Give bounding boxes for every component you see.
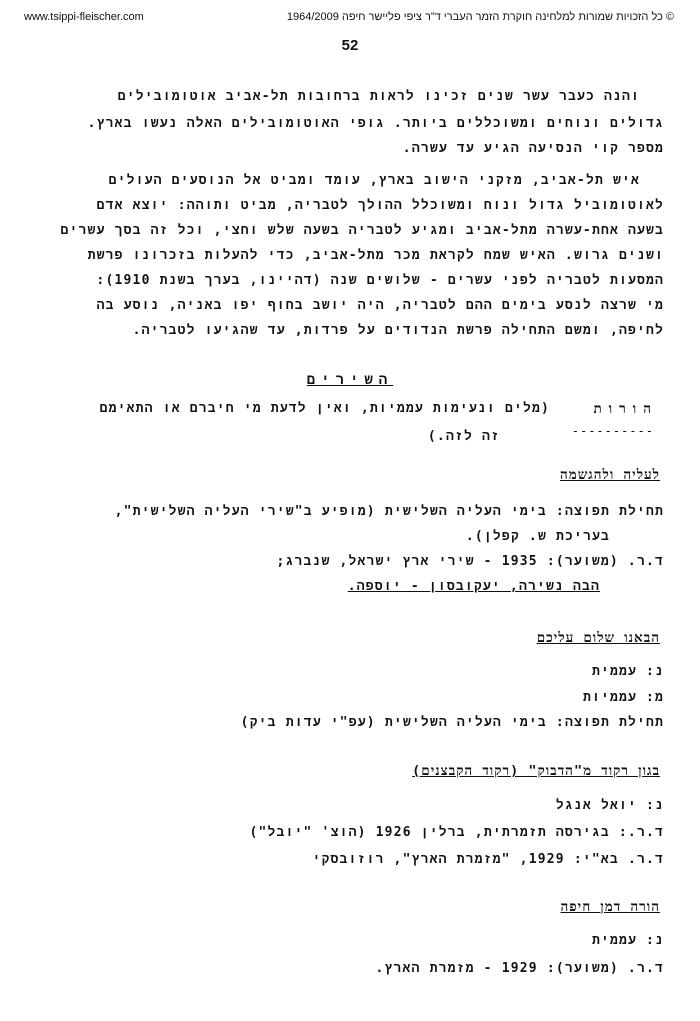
song-detail: נ: יואל אנגל [555, 798, 664, 813]
song-detail: ד.ר. בא"י: 1929, "מזמרת הארץ", רוזובסקי [312, 852, 664, 867]
song-detail: מ: עממיות [582, 690, 664, 705]
story-line: איש תל-אביב, מזקני הישוב בארץ, עומד ומביט אל הנוסעים העולים [108, 173, 640, 188]
song-detail: תחילת תפוצה: בימי העליה השלישית (עפ"י עדות ביק) [240, 715, 664, 730]
song-title-lealiyah: לעליה ולהגשמה [559, 467, 660, 483]
copyright-notice: © כל הזכויות שמורות למלחינה חוקרת הזמר העברי ד"ר ציפי פליישר חיפה 1964/2009 [286, 11, 674, 23]
story-line: לאוטומוביל גדול ונוח ומשוכלל ההולך לטבריה, מביט ותוהה: יוצא אדם [96, 198, 664, 213]
horot-note-cont: זה לזה.) [427, 429, 500, 444]
song-detail: תחילת תפוצה: בימי העליה השלישית (מופיע ב"שירי העליה השלישית", [114, 504, 664, 519]
song-title-hevenu-shalom: הבאנו שלום עליכם [536, 630, 660, 646]
horot-label: הורות [593, 401, 658, 417]
song-detail: ד.ר.: בגירסה תזמרתית, ברלין 1926 (הוצ' "יובל") [249, 825, 664, 840]
song-title-hora-haifa: הורה דמן חיפה [560, 899, 660, 915]
story-line: מי שרצה לנסע בימים ההם לטבריה, היה יושב בחוף יפו באניה, נוסע בה [96, 298, 664, 313]
intro-line: גדולים ונוחים ומשוכללים ביותר. גופי האוטומובילים האלה נעשו בארץ. [87, 116, 664, 131]
intro-line: מספר קוי הנסיעה הגיע עד עשרה. [402, 141, 664, 156]
song-detail: ד.ר. (משוער): 1929 - מזמרת הארץ. [375, 961, 664, 976]
horot-note: (מלים ונעימות עממיות, ואין לדעת מי חיברם או התאימם [99, 401, 550, 416]
song-detail: נ: עממית [591, 933, 664, 948]
story-line: בשעה אחת-עשרה מתל-אביב ומגיע לטבריה בשעה שלש וחצי, וכל זה בסך עשרים [60, 223, 664, 238]
story-line: לחיפה, ומשם התחילה פרשת הנדודים על פרדות, עד שהגיעו לטבריה. [132, 323, 664, 338]
story-line: ושנים גרוש. האיש שמח לקראת מכר מתל-אביב, כדי להעלות בזכרונו פרשת [87, 248, 664, 263]
intro-line: והנה כעבר עשר שנים זכינו לראות ברחובות תל-אביב אוטומובילים [117, 89, 640, 104]
song-detail: בעריכת ש. קפלן). [465, 529, 610, 544]
song-detail: נ: עממית [591, 664, 664, 679]
page-number: 52 [341, 37, 359, 54]
songs-title: השירים [306, 372, 394, 388]
story-line: המסעות לטבריה לפני עשרים - שלושים שנה (דהיינו, בערך בשנת 1910): [96, 273, 664, 288]
site-url[interactable]: www.tsippi-fleischer.com [24, 11, 144, 23]
song-detail: הבה נשירה, יעקובסון - יוספה. [347, 579, 600, 594]
horot-underline: ---------- [571, 424, 654, 438]
song-detail: ד.ר. (משוער): 1935 - שירי ארץ ישראל, שנברג; [276, 554, 664, 569]
song-title-hadebka: בגון רקוד מ"הדבוק" (רקוד הקבצנים) [412, 763, 660, 779]
